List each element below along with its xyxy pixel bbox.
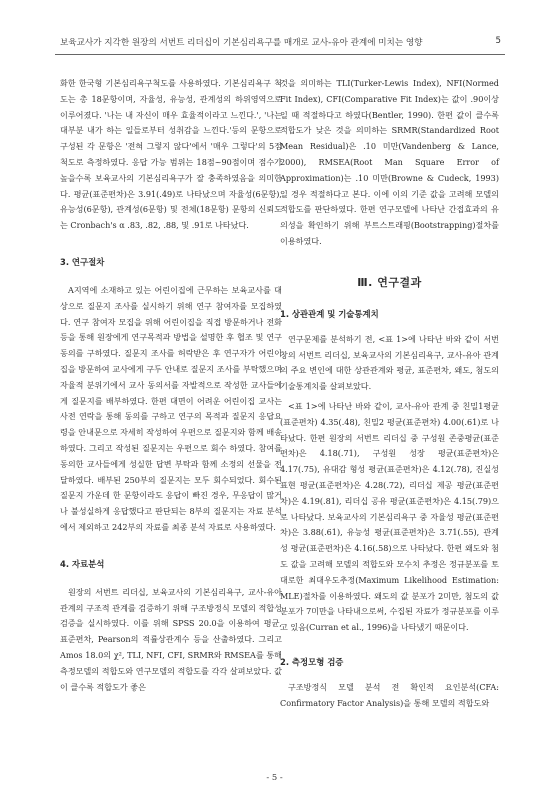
left-column — [60, 76, 282, 695]
header-rule — [55, 54, 505, 55]
right-column — [280, 76, 499, 712]
paragraph-descriptive-stats: <표 1>에 나타난 바와 같이, 교사-유아 관계 중 친밀1평균(표준편차) 4.35(.48), 친밀2 평균(표준편차) 4.00(.61)로 나타났다. 한편 원장의 서번트 리더십 중 구성원 존중평균(표준편차)은 4.18(.71), 구성원 성장 평균(표준편차)은 4.17(.75), 유대감 형성 평균(표준편차)은 4.12(.78), 진실성 표현 평균(표준편차)은 4.28(.72), 리더십 제공 평균(표준편차)은 4.19(.81), 리더십 공유 평균(표준편차)은 4.15(.79)으로 나타났다. 보육교사의 기본심리욕구 중 자율성 평균(표준편차)은 3.88(.61), 유능성 평균(표준편차)은 3.71(.55), 관계성 평균(표준편차)은 4.16(.58)으로 나타났다. 한편 왜도와 첨도 값을 고려해 모델의 적합도와 모수치 추정은 정규분포를 토대로한 최대우도추정(Maximum Likelihood Estimation: MLE)절차를 이용하였다. 왜도의 값 분포가 2미만, 첨도의 값 분포가 7미만을 나타내으로써, 수집된 자료가 정규분포를 이루고 있음(Curran et al., 1996)을 나타냈기 때문이다. — [280, 400, 499, 633]
running-header — [60, 36, 501, 48]
running-title: 보육교사가 지각한 원장의 서번트 리더십이 기본심리욕구를 매개로 교사-유아 관계에 미치는 영향 — [60, 38, 423, 48]
header-page-number: 5 — [495, 36, 501, 46]
footer-page-number: - 5 - — [266, 772, 283, 782]
paragraph-scale: 화한 한국형 기본심리욕구척도를 사용하였다. 기본심리욕구 척도는 총 18문항이며, 자율성, 유능성, 관계성의 하위영역으로 이루어졌다. '나는 내 자신이 매우 효율적이라고 느낀다.', '나는 대부분 내가 하는 일들로부터 성취감을 느낀다.'등의 문항으로 구성된 각 문항은 '전혀 그렇지 않다'에서 '매우 그렇다'의 5점 척도로 측정하였다. 응답 가능 범위는 18점~90점이며 점수가 높을수록 보육교사의 기본심리욕구가 잘 충족하였음을 의미한다. 평균(표준편차)은 3.91(.49)로 나타났으며 자율성(6문항), 유능성(6문항), 관계성(6문항) 및 전체(18문항) 문항의 신뢰도는 Cronbach's α .83, .82, .88, 및 .91로 나타났다. — [60, 78, 282, 231]
section-heading-analysis: 4. 자료분석 — [60, 558, 105, 569]
paragraph-cfa: 구조방정식 모델 분석 전 확인적 요인분석(CFA: Confirmatory Factor Analysis)을 통해 모델의 적합도와 — [280, 681, 499, 708]
section-heading-correlation: 1. 상관관계 및 기술통계치 — [280, 308, 379, 319]
paragraph-analysis: 원장의 서번트 리더십, 보육교사의 기본심리욕구, 교사-유아 관계의 구조적 관계를 검증하기 위해 구조방정식 모델의 적합성 검증을 실시하였다. 이를 위해 SPSS 20.0을 이용하여 평균, 표준편차, Pearson의 적률상관계수 등을 산출하였다. 그리고 Amos 18.0의 χ², TLI, NFI, CFI, SRMR와 RMSEA를 통해 측정모델의 적합도와 연구모델의 적합도를 각각 살펴보았다. 값이 클수록 적합도가 좋은 — [60, 586, 282, 692]
section-heading-measurement-model: 2. 측정모형 검증 — [280, 656, 344, 667]
chapter-heading-results: Ⅲ. 연구결과 — [357, 275, 422, 289]
paragraph-fit-indices: 것을 의미하는 TLI(Turker-Lewis Index), NFI(Normed Fit Index), CFI(Comparative Fit Index)는 값이 .90이상일 때 적절하다고 하였다(Bentler, 1990). 한편 값이 클수록 적합도가 낮은 것을 의미하는 SRMR(Standardized Root Mean Residual)은 .10 미만(Vandenberg & Lance, 2000), RMSEA(Root Man Square Error of Approximation)는 .10 미만(Browne & Cudeck, 1993)일 경우 적절하다고 본다. 이에 이의 기준 값을 고려해 모델의 적합도를 판단하였다. 한편 연구모델에 나타난 간접효과의 유의성을 확인하기 위해 부트스트래핑(Bootstrapping)절차를 이용하였다. — [280, 78, 499, 246]
paragraph-correlation-intro: 연구문제를 분석하기 전, <표 1>에 나타난 바와 같이 서번창의 서번트 리더십, 보육교사의 기본심리욕구, 교사-유아 관계의 주요 변인에 대한 상관관계와 평균, 표준편차, 왜도, 첨도의 기술통계치를 살펴보았다. — [280, 333, 499, 392]
section-heading-procedure: 3. 연구절차 — [60, 256, 105, 267]
paragraph-procedure: A지역에 소재하고 있는 어린이집에 근무하는 보육교사를 대상으로 질문지 조사를 실시하기 위해 연구 참여자를 모집하였다. 연구 참여자 모집을 위해 어린이집을 직접 방문하거나 전화 등을 통해 원장에게 연구목적과 방법을 설명한 후 협조 및 연구 동의를 구하였다. 질문지 조사를 허락받은 후 연구자가 어린이집을 방문하여 교사에게 구두 안내로 질문지 조사를 부탁했으며 자율적 분위기에서 교사 동의서를 자발적으로 작성한 교사들에게 질문지를 배부하였다. 한편 대면이 어려운 어린이집 교사는 사전 연락을 통해 동의를 구하고 연구의 목적과 질문지 응답요령을 안내문으로 자세히 작성하여 우편으로 질문지와 함께 배송하였다. 그리고 작성된 질문지는 우편으로 회수 하였다. 참여를 동의한 교사들에게 성실한 답변 부탁과 함께 소정의 선물을 전달하였다. 배부된 250부의 질문지는 모두 회수되었다. 회수된 질문지 가운데 한 문항이라도 응답이 빠진 경우, 무응답이 많거나 불성실하게 응답했다고 판단되는 8부의 질문지는 자료 분석에서 제외하고 242부의 자료를 최종 분석 자료로 사용하였다. — [60, 284, 282, 532]
